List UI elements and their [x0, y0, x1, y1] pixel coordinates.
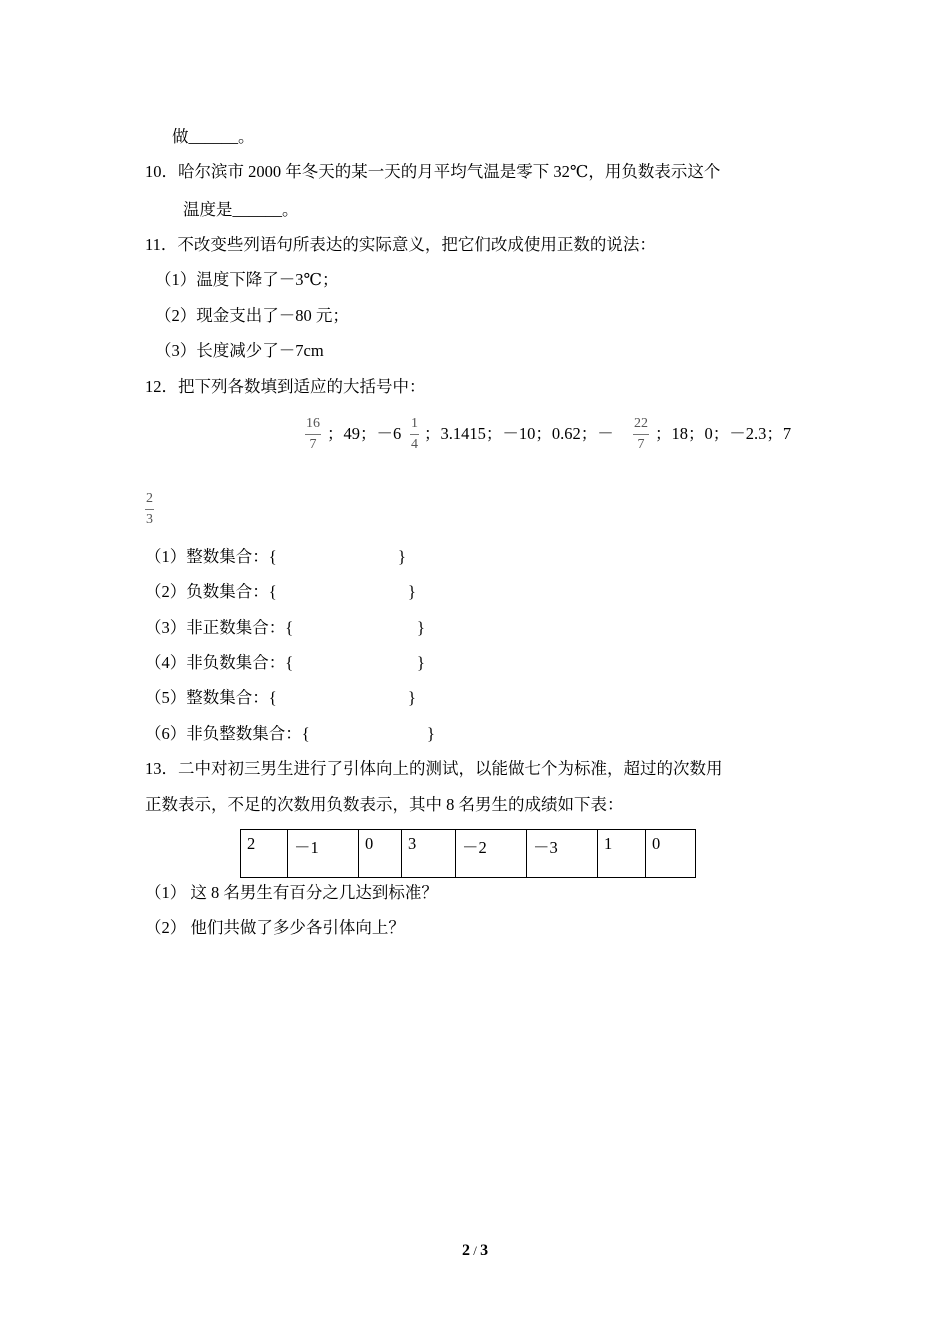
fraction-numerator: 1	[410, 414, 419, 435]
q13-line-2: 正数表示，不足的次数用负数表示，其中 8 名男生的成绩如下表：	[145, 795, 624, 814]
fraction-denominator: 4	[411, 437, 418, 452]
score-cell: 2	[241, 830, 288, 878]
score-cell: －2	[456, 830, 527, 878]
fraction-numerator: 2	[145, 489, 154, 510]
page-current: 2	[461, 1242, 470, 1259]
page-separator: /	[469, 1243, 481, 1258]
q9-tail: 做______。	[172, 127, 255, 146]
page-number	[0, 1242, 950, 1260]
q10-line-2: 温度是______。	[183, 200, 299, 219]
set-integers-close: }	[398, 547, 406, 566]
set-non-negative: （4）非负数集合：{	[145, 653, 294, 672]
score-cell: 0	[646, 830, 696, 878]
set-non-positive-close: }	[417, 618, 425, 637]
score-cell: 0	[359, 830, 402, 878]
q12-numbers-part-1: ；49；－6	[327, 424, 402, 443]
q11-item-1: （1）温度下降了－3℃；	[155, 270, 339, 289]
set-non-negative-integers: （6）非负整数集合：{	[145, 724, 310, 743]
score-cell: 3	[402, 830, 456, 878]
fraction-1-4	[410, 414, 419, 455]
fraction-22-7	[633, 414, 649, 455]
q11-item-2: （2）现金支出了－80 元；	[155, 306, 349, 325]
fraction-numerator: 16	[305, 414, 321, 435]
set-negatives: （2）负数集合：{	[145, 582, 277, 601]
fraction-16-7	[305, 414, 321, 455]
set-non-negative-close: }	[417, 653, 425, 672]
score-cell: －3	[527, 830, 598, 878]
q12-numbers-part-2: ；3.1415；－10；0.62；－	[424, 424, 614, 443]
q11-item-3: （3）长度减少了－7cm	[155, 341, 324, 360]
set-integers: （1）整数集合：{	[145, 547, 277, 566]
table-row	[241, 830, 696, 878]
q11-text: 11．不改变些列语句所表达的实际意义，把它们改成使用正数的说法：	[145, 235, 656, 254]
fraction-denominator: 7	[309, 437, 317, 452]
q12-text: 12．把下列各数填到适应的大括号中：	[145, 377, 426, 396]
q13-line-1: 13．二中对初三男生进行了引体向上的测试，以能做七个为标准，超过的次数用	[145, 759, 723, 778]
q12-numbers-part-3: ；18；0；－2.3；7	[655, 424, 792, 443]
fraction-numerator: 22	[633, 414, 649, 435]
set-integers-2: （5）整数集合：{	[145, 688, 277, 707]
set-integers-2-close: }	[408, 688, 416, 707]
fraction-denominator: 7	[637, 437, 645, 452]
q13-item-2: （2） 他们共做了多少各引体向上？	[145, 918, 405, 937]
q10-line-1: 10．哈尔滨市 2000 年冬天的某一天的月平均气温是零下 32℃，用负数表示这个	[145, 162, 721, 181]
scores-table	[240, 829, 696, 878]
set-non-positive: （3）非正数集合：{	[145, 618, 294, 637]
fraction-denominator: 3	[146, 512, 153, 527]
set-non-negative-integers-close: }	[427, 724, 435, 743]
score-cell: －1	[288, 830, 359, 878]
q13-item-1: （1） 这 8 名男生有百分之几达到标准？	[145, 883, 438, 902]
page-total: 3	[480, 1242, 489, 1259]
fraction-2-3	[145, 489, 154, 530]
set-negatives-close: }	[408, 582, 416, 601]
score-cell: 1	[598, 830, 646, 878]
